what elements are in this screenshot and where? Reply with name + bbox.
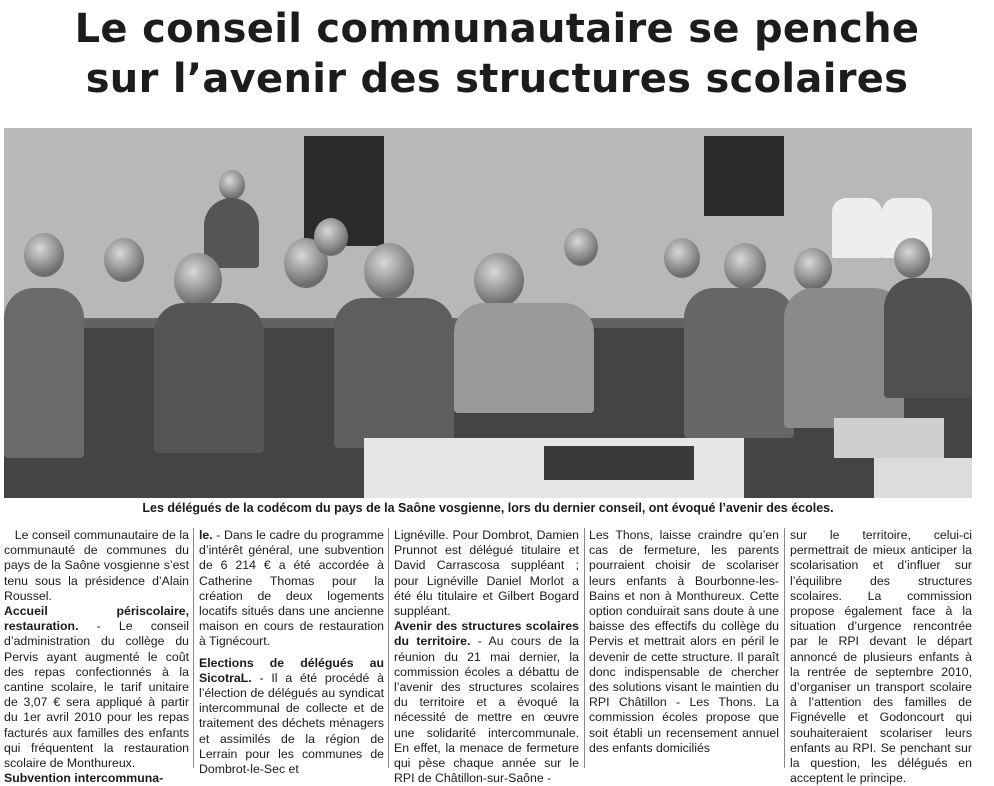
- column-rule: [193, 528, 194, 768]
- paragraph-restauration: - Le conseil d’administration du collège du Pervis ayant augmenté le coût des repas confectionnés à la cantine scolaire, le tarif unitaire de 3,07 € sera appliqué à partir du 1er avril 2010 pour les repas facturés aux familles des enfants qui fréquentent la restauration scolaire de Monthureux.: [4, 619, 189, 771]
- paragraph-elections-cont: Lignéville. Pour Dombrot, Damien Prunnot est délégué titulaire et David Carrascosa suppléant ; pour Lignéville Daniel Morlot a été élu titulaire et Gilbert Bogard suppléant.: [394, 528, 579, 619]
- column-rule: [388, 528, 389, 768]
- headline-line-2: sur l’avenir des structures scolaires: [85, 56, 909, 102]
- article-column-4: [589, 528, 779, 768]
- photo-person: [334, 298, 454, 448]
- subhead-avenir: Avenir des structures scolaires du territoire.: [394, 619, 579, 649]
- photo-person: [104, 238, 144, 282]
- photo-person: [174, 253, 222, 307]
- photo-person: [364, 243, 414, 299]
- subhead-subvention: Subvention intercommuna-: [4, 771, 164, 786]
- article-column-3: [394, 528, 579, 786]
- photo-person: [4, 288, 84, 458]
- photo-person: [794, 248, 832, 290]
- photo-person: [474, 253, 524, 307]
- article-column-5: [790, 528, 972, 786]
- paragraph-avenir-end: sur le territoire, celui-ci permettrait de mieux anticiper la scolarisation et d’influer sur l’équilibre des structures scolaires. La commission propose également face à la situation d’urgence rencontrée par le RPI devant le départ annoncé de plusieurs enfants à la rentrée de septembre 2010, d’organiser un transport scolaire à l’attention des familles de Fignévelle et Godoncourt qui souhaiteraient scolariser leurs enfants au RPI. Se penchant sur la question, les délégués en acceptent le principe.: [790, 528, 972, 786]
- headline-line-1: Le conseil communautaire se penche: [74, 6, 920, 52]
- paragraph-avenir: - Au cours de la réunion du 21 mai dernier, la commission écoles a débattu de l’avenir des structures scolaires du territoire et a évoqué la nécessité de mettre en œuvre une solidarité intercommunale. En effet, la menace de fermeture qui pèse chaque année sur le RPI de Châtillon-sur-Saône -: [394, 634, 579, 786]
- column-rule: [784, 528, 785, 768]
- photo-person: [24, 233, 64, 277]
- paragraph-elections: - Il a été procédé à l’élection de délégués au syndicat intercommunal de collecte et de traitement des déchets ménagers et assimilés de la région de Lerrain pour les communes de Dombrot-le-Sec et: [199, 670, 384, 777]
- photo-binder: [544, 446, 694, 480]
- headline: [0, 4, 994, 104]
- subhead-elections: Elections de délégués au SicotraL.: [199, 655, 384, 685]
- photo-person: [454, 303, 594, 413]
- photo-person: [884, 278, 972, 398]
- photo-person: [564, 228, 598, 266]
- photo-papers: [834, 418, 944, 458]
- paragraph-subvention: - Dans le cadre du programme d’intérêt général, une subvention de 6 214 € a été accordée à Catherine Thomas pour la création de deux logements locatifs situés dans une ancienne maison en cours de restauration à Tignécourt.: [199, 528, 384, 649]
- photo-window: [704, 136, 784, 216]
- photo-person: [314, 218, 348, 256]
- photo-caption: Les délégués de la codécom du pays de la Saône vosgienne, lors du dernier conseil, ont évoqué l’avenir des écoles.: [142, 501, 834, 515]
- intro-paragraph: Le conseil communautaire de la communauté de communes du pays de la Saône vosgienne s’est tenu sous la présidence d’Alain Roussel.: [4, 528, 189, 603]
- article-column-1: [4, 528, 189, 786]
- photo-chair: [832, 198, 882, 258]
- photo-table: [874, 458, 972, 498]
- subhead-restauration: Accueil périscolaire, restauration.: [4, 604, 189, 634]
- column-rule: [584, 528, 585, 768]
- photo-person: [154, 303, 264, 453]
- photo-person: [684, 288, 794, 438]
- photo-person: [724, 243, 766, 289]
- paragraph-avenir-cont: Les Thons, laisse craindre qu’en cas de fermeture, les parents pourraient choisir de scolariser leurs enfants à Bourbonne-les-Bains et non à Monthureux. Cette option conduirait sans doute à une baisse des effectifs du collège du Pervis et mettrait alors en péril le devenir de cette structure. Il paraît donc indispensable de chercher des solutions visant le maintien du RPI Châtillon - Les Thons. La commission écoles propose que soit établi un recensement annuel des enfants domiciliés: [589, 528, 779, 755]
- photo-person: [664, 238, 700, 278]
- news-photo: [4, 128, 972, 498]
- subhead-subvention-end: le.: [199, 528, 213, 542]
- article-column-2: [199, 528, 384, 777]
- photo-person: [894, 238, 930, 278]
- article-body: [4, 528, 972, 786]
- photo-person: [219, 170, 245, 200]
